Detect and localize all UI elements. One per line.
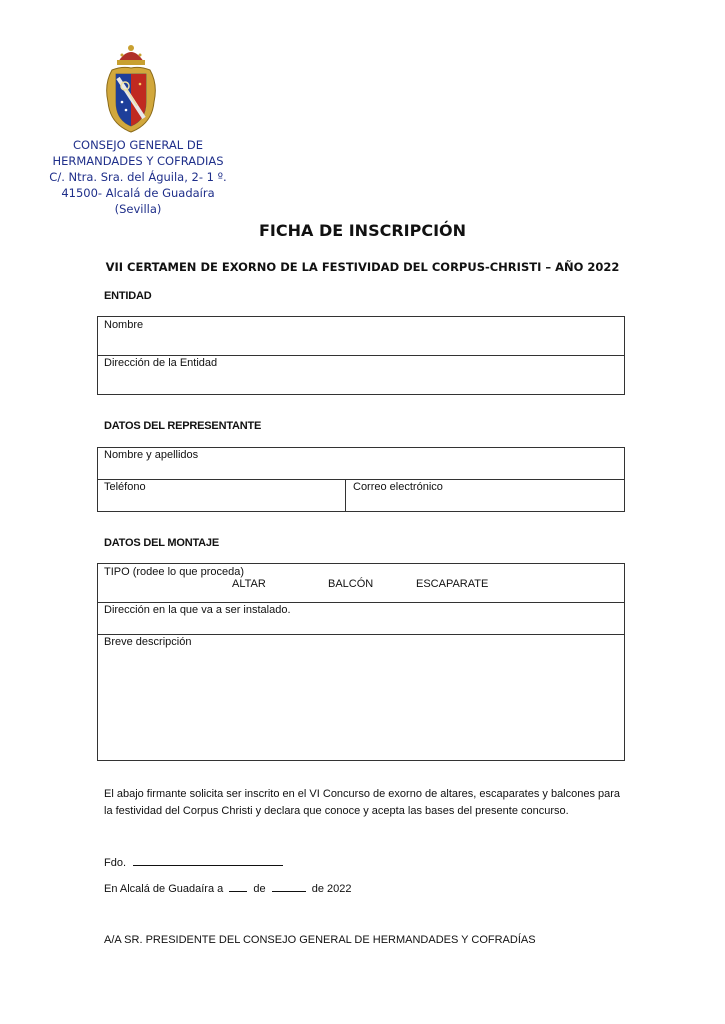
addressee-line: A/A SR. PRESIDENTE DEL CONSEJO GENERAL DE HERMANDADES Y COFRADÍAS	[104, 934, 536, 946]
representante-table	[97, 447, 625, 512]
declaration-paragraph	[104, 786, 644, 820]
document-subtitle: VII CERTAMEN DE EXORNO DE LA FESTIVIDAD DEL CORPUS-CHRISTI – AÑO 2022	[105, 260, 620, 274]
entidad-direccion-field[interactable]: Dirección de la Entidad	[104, 357, 218, 369]
declaration-line2: la festividad del Corpus Christi y declara que conoce y acepta las bases del presente concurso.	[104, 805, 569, 817]
place-prefix: En Alcalá de Guadaíra a	[104, 883, 224, 895]
org-address-line2: 41500- Alcalá de Guadaíra (Sevilla)	[61, 186, 215, 216]
de-label-1: de	[253, 883, 266, 895]
signature-blank[interactable]	[133, 855, 283, 866]
montaje-tipo-label: TIPO (rodee lo que proceda)	[104, 566, 245, 578]
montaje-table	[97, 563, 625, 761]
montaje-direccion-field[interactable]: Dirección en la que va a ser instalado.	[104, 604, 291, 616]
option-altar[interactable]: ALTAR	[232, 578, 266, 590]
declaration-line1: El abajo firmante solicita ser inscrito en el VI Concurso de exorno de altares, escaparates y balcones para	[104, 788, 621, 800]
entidad-table	[97, 316, 625, 395]
document-title: FICHA DE INSCRIPCIÓN	[258, 221, 467, 240]
crest-logo	[100, 40, 162, 136]
fdo-label: Fdo.	[104, 857, 127, 869]
month-blank[interactable]	[272, 881, 306, 892]
representante-nombre-field[interactable]: Nombre y apellidos	[104, 449, 199, 461]
org-name-line2: HERMANDADES Y COFRADIAS	[52, 154, 224, 168]
montaje-descripcion-field[interactable]: Breve descripción	[104, 636, 192, 648]
option-escaparate[interactable]: ESCAPARATE	[416, 578, 489, 590]
org-header	[40, 137, 236, 217]
org-address-line1: C/. Ntra. Sra. del Águila, 2- 1 º.	[49, 170, 227, 184]
representante-telefono-field[interactable]: Teléfono	[104, 481, 146, 493]
representante-correo-field[interactable]: Correo electrónico	[353, 481, 443, 493]
signature-line	[104, 855, 283, 869]
org-name-line1: CONSEJO GENERAL DE	[73, 138, 203, 152]
section-heading-entidad: ENTIDAD	[104, 290, 152, 302]
entidad-nombre-field[interactable]: Nombre	[104, 319, 144, 331]
day-blank[interactable]	[229, 881, 247, 892]
section-heading-representante: DATOS DEL REPRESENTANTE	[104, 420, 262, 432]
section-heading-montaje: DATOS DEL MONTAJE	[104, 537, 219, 549]
option-balcon[interactable]: BALCÓN	[328, 578, 374, 590]
de-year-label: de 2022	[311, 883, 352, 895]
place-date-line	[104, 881, 352, 895]
